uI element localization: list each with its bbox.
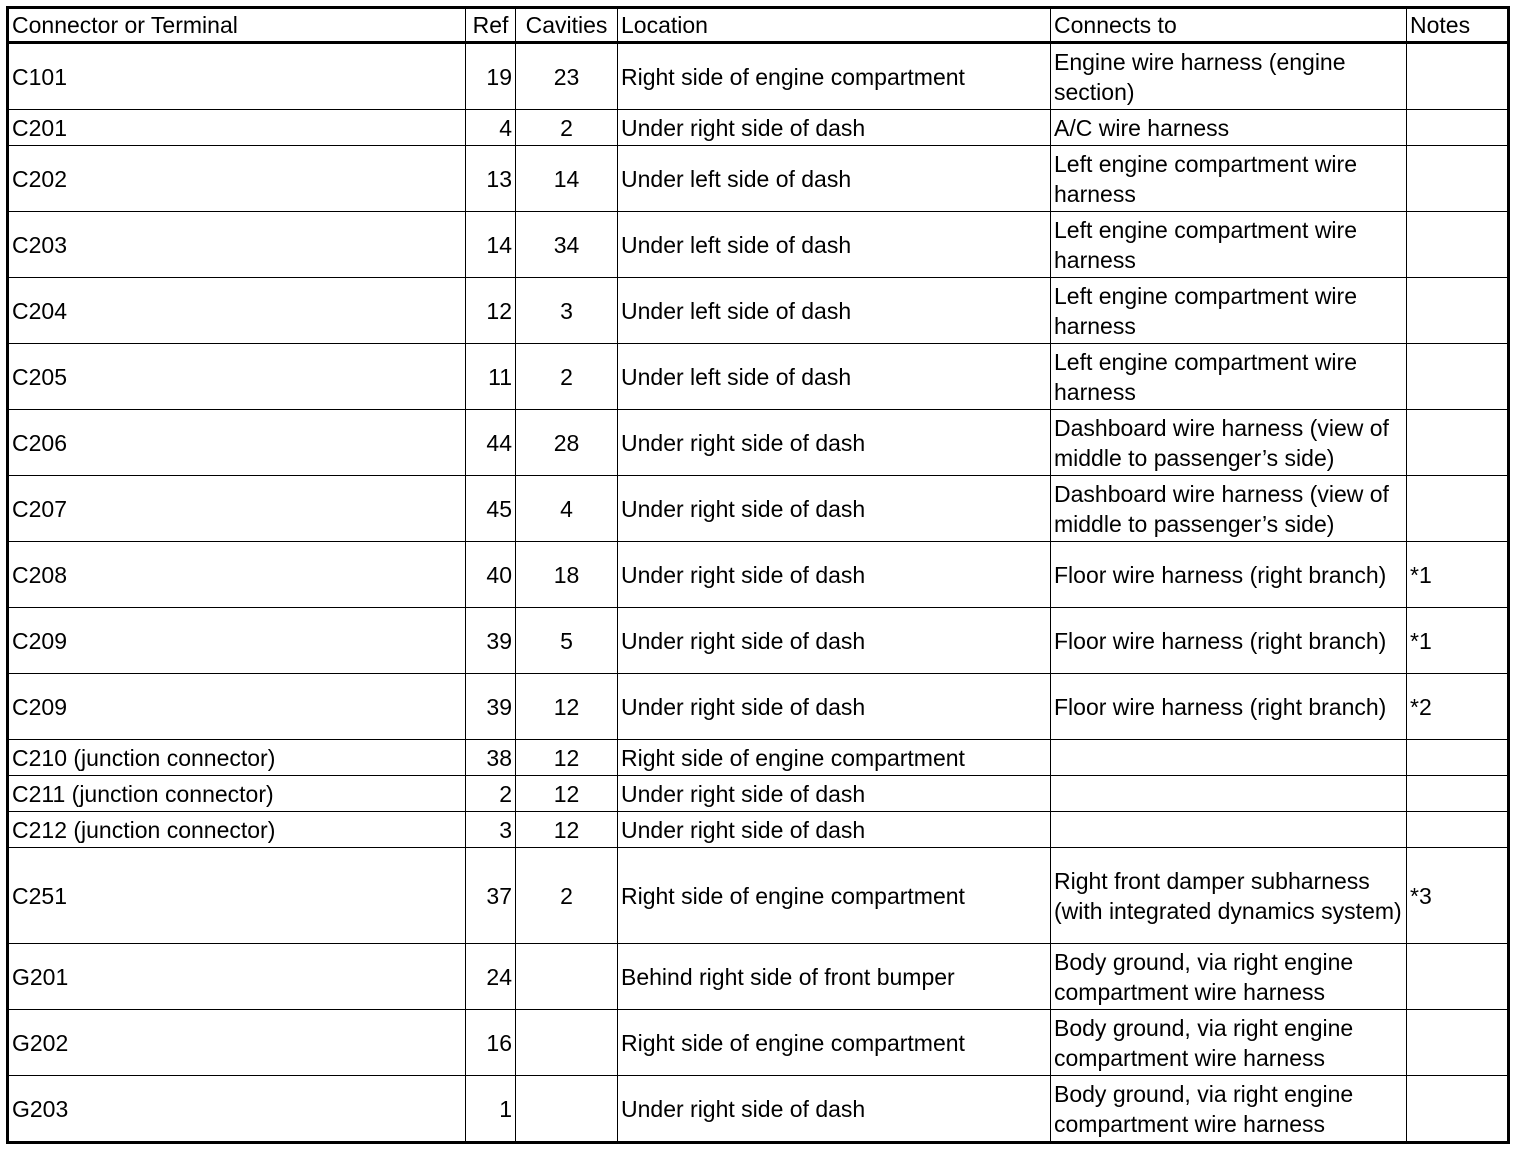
connects-to-cell: Dashboard wire harness (view of middle to passenger’s side) — [1051, 410, 1407, 476]
connects-to-cell: Left engine compartment wire harness — [1051, 212, 1407, 278]
cavities-cell: 12 — [516, 776, 618, 812]
notes-cell — [1407, 110, 1509, 146]
ref-cell: 1 — [466, 1076, 516, 1143]
cavities-cell — [516, 1010, 618, 1076]
table-row — [8, 674, 1509, 740]
header-ref: Ref — [466, 8, 516, 43]
table-row — [8, 542, 1509, 608]
table-row — [8, 812, 1509, 848]
connects-to-cell: Engine wire harness (engine section) — [1051, 43, 1407, 110]
cavities-cell: 5 — [516, 608, 618, 674]
ref-cell: 2 — [466, 776, 516, 812]
cavities-cell: 2 — [516, 848, 618, 944]
location-cell: Under right side of dash — [618, 812, 1051, 848]
connects-to-cell: Left engine compartment wire harness — [1051, 344, 1407, 410]
location-cell: Under right side of dash — [618, 608, 1051, 674]
location-cell: Under left side of dash — [618, 146, 1051, 212]
ref-cell: 19 — [466, 43, 516, 110]
cavities-cell: 12 — [516, 812, 618, 848]
cavities-cell — [516, 944, 618, 1010]
table-row — [8, 1010, 1509, 1076]
notes-cell — [1407, 410, 1509, 476]
notes-cell — [1407, 1010, 1509, 1076]
location-cell: Right side of engine compartment — [618, 740, 1051, 776]
ref-cell: 11 — [466, 344, 516, 410]
table-row — [8, 944, 1509, 1010]
connects-to-cell: Floor wire harness (right branch) — [1051, 608, 1407, 674]
connects-to-cell — [1051, 776, 1407, 812]
connector-cell: G202 — [8, 1010, 466, 1076]
connects-to-cell: Right front damper subharness (with integrated dynamics system) — [1051, 848, 1407, 944]
table-row — [8, 278, 1509, 344]
connects-to-cell — [1051, 740, 1407, 776]
ref-cell: 40 — [466, 542, 516, 608]
notes-cell — [1407, 1076, 1509, 1143]
notes-cell — [1407, 212, 1509, 278]
ref-cell: 44 — [466, 410, 516, 476]
location-cell: Right side of engine compartment — [618, 1010, 1051, 1076]
connector-cell: G201 — [8, 944, 466, 1010]
ref-cell: 45 — [466, 476, 516, 542]
table-row — [8, 43, 1509, 110]
table-row — [8, 608, 1509, 674]
table-row — [8, 344, 1509, 410]
connects-to-cell — [1051, 812, 1407, 848]
location-cell: Right side of engine compartment — [618, 848, 1051, 944]
notes-cell — [1407, 776, 1509, 812]
connects-to-cell: Body ground, via right engine compartment wire harness — [1051, 944, 1407, 1010]
connector-cell: C203 — [8, 212, 466, 278]
ref-cell: 14 — [466, 212, 516, 278]
connects-to-cell: Body ground, via right engine compartment wire harness — [1051, 1010, 1407, 1076]
table-row — [8, 848, 1509, 944]
table-row — [8, 110, 1509, 146]
location-cell: Under left side of dash — [618, 212, 1051, 278]
connector-cell: C202 — [8, 146, 466, 212]
location-cell: Under right side of dash — [618, 674, 1051, 740]
connector-cell: C207 — [8, 476, 466, 542]
connects-to-cell: A/C wire harness — [1051, 110, 1407, 146]
notes-cell: *1 — [1407, 542, 1509, 608]
ref-cell: 3 — [466, 812, 516, 848]
table-row — [8, 740, 1509, 776]
notes-cell — [1407, 812, 1509, 848]
notes-cell — [1407, 944, 1509, 1010]
notes-cell: *1 — [1407, 608, 1509, 674]
cavities-cell: 18 — [516, 542, 618, 608]
connects-to-cell: Left engine compartment wire harness — [1051, 278, 1407, 344]
ref-cell: 38 — [466, 740, 516, 776]
connects-to-cell: Floor wire harness (right branch) — [1051, 542, 1407, 608]
ref-cell: 4 — [466, 110, 516, 146]
cavities-cell: 12 — [516, 674, 618, 740]
table-row — [8, 410, 1509, 476]
ref-cell: 24 — [466, 944, 516, 1010]
connects-to-cell: Body ground, via right engine compartment wire harness — [1051, 1076, 1407, 1143]
connector-cell: C208 — [8, 542, 466, 608]
header-notes: Notes — [1407, 8, 1509, 43]
notes-cell — [1407, 344, 1509, 410]
connects-to-cell: Dashboard wire harness (view of middle to passenger’s side) — [1051, 476, 1407, 542]
table-row — [8, 146, 1509, 212]
connector-cell: C201 — [8, 110, 466, 146]
location-cell: Under right side of dash — [618, 410, 1051, 476]
notes-cell — [1407, 476, 1509, 542]
connector-cell: C205 — [8, 344, 466, 410]
connector-cell: C209 — [8, 674, 466, 740]
connects-to-cell: Left engine compartment wire harness — [1051, 146, 1407, 212]
table-row — [8, 776, 1509, 812]
ref-cell: 13 — [466, 146, 516, 212]
notes-cell — [1407, 43, 1509, 110]
cavities-cell: 4 — [516, 476, 618, 542]
cavities-cell: 34 — [516, 212, 618, 278]
table-row — [8, 1076, 1509, 1143]
ref-cell: 37 — [466, 848, 516, 944]
notes-cell — [1407, 278, 1509, 344]
notes-cell — [1407, 146, 1509, 212]
cavities-cell: 2 — [516, 344, 618, 410]
connector-cell: G203 — [8, 1076, 466, 1143]
header-location: Location — [618, 8, 1051, 43]
location-cell: Under left side of dash — [618, 344, 1051, 410]
cavities-cell: 28 — [516, 410, 618, 476]
header-connector: Connector or Terminal — [8, 8, 466, 43]
table-row — [8, 476, 1509, 542]
cavities-cell — [516, 1076, 618, 1143]
header-connects-to: Connects to — [1051, 8, 1407, 43]
ref-cell: 16 — [466, 1010, 516, 1076]
connector-cell: C212 (junction connector) — [8, 812, 466, 848]
connector-cell: C101 — [8, 43, 466, 110]
location-cell: Under right side of dash — [618, 110, 1051, 146]
connector-table — [6, 6, 1510, 1144]
table-header-row — [8, 8, 1509, 43]
notes-cell: *2 — [1407, 674, 1509, 740]
location-cell: Under right side of dash — [618, 476, 1051, 542]
cavities-cell: 2 — [516, 110, 618, 146]
connector-cell: C209 — [8, 608, 466, 674]
connects-to-cell: Floor wire harness (right branch) — [1051, 674, 1407, 740]
notes-cell: *3 — [1407, 848, 1509, 944]
cavities-cell: 14 — [516, 146, 618, 212]
location-cell: Right side of engine compartment — [618, 43, 1051, 110]
ref-cell: 39 — [466, 674, 516, 740]
connector-cell: C210 (junction connector) — [8, 740, 466, 776]
cavities-cell: 3 — [516, 278, 618, 344]
location-cell: Under right side of dash — [618, 1076, 1051, 1143]
connector-cell: C204 — [8, 278, 466, 344]
connector-cell: C206 — [8, 410, 466, 476]
location-cell: Behind right side of front bumper — [618, 944, 1051, 1010]
header-cavities: Cavities — [516, 8, 618, 43]
notes-cell — [1407, 740, 1509, 776]
cavities-cell: 12 — [516, 740, 618, 776]
location-cell: Under right side of dash — [618, 542, 1051, 608]
table-row — [8, 212, 1509, 278]
location-cell: Under left side of dash — [618, 278, 1051, 344]
connector-cell: C251 — [8, 848, 466, 944]
connector-cell: C211 (junction connector) — [8, 776, 466, 812]
cavities-cell: 23 — [516, 43, 618, 110]
ref-cell: 39 — [466, 608, 516, 674]
location-cell: Under right side of dash — [618, 776, 1051, 812]
ref-cell: 12 — [466, 278, 516, 344]
